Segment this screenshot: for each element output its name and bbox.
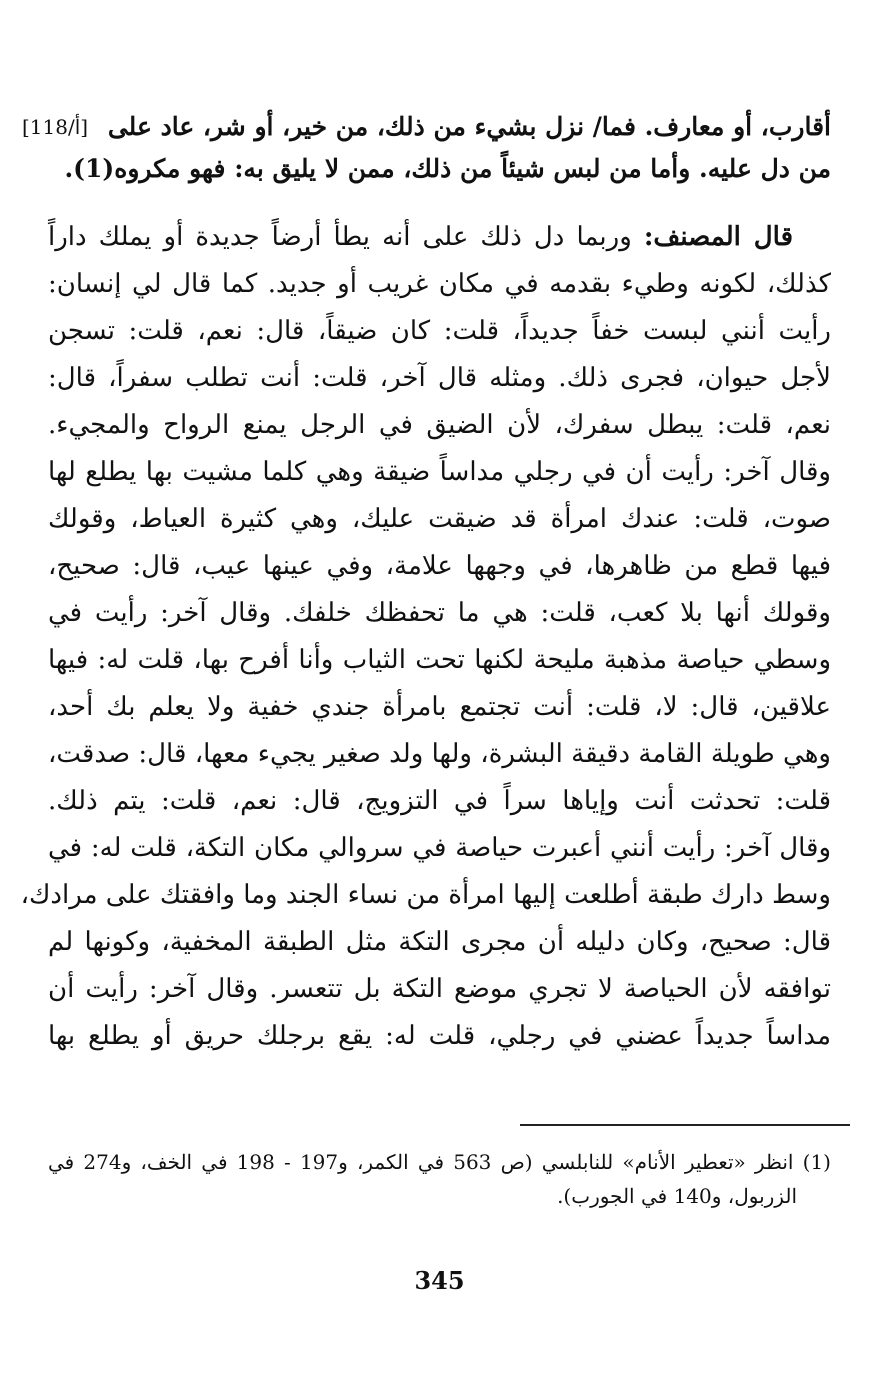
text-line: مداساً جديداً عضني في رجلي، قلت له: يقع برجلك حريق أو يطلع بها	[48, 1021, 831, 1051]
footnote	[48, 1150, 831, 1230]
footnote-line: (1) انظر «تعطير الأنام» للنابلسي (ص 563 في الكمر، و197 - 198 في الخف، و274 في	[48, 1150, 831, 1174]
text-line: وهي طويلة القامة دقيقة البشرة، ولها ولد صغير يجيء معها، قال: صدقت،	[48, 739, 831, 769]
paragraph-2	[20, 222, 831, 1102]
text-line: فيها قطع من ظاهرها، في وجهها علامة، وفي عينها عيب، قال: صحيح،	[48, 551, 831, 581]
text-run: وربما دل ذلك على أنه يطأ أرضاً جديدة أو يملك داراً	[48, 222, 644, 252]
footnote-line: الزربول، و140 في الجورب).	[557, 1184, 797, 1208]
folio-marker: [118/أ]	[22, 115, 89, 139]
text-line: رأيت أنني لبست خفاً جديداً، قلت: كان ضيقاً، قال: نعم، قلت: تسجن	[48, 316, 831, 346]
author-lead: قال المصنف:	[643, 222, 794, 252]
page-number: 345	[414, 1266, 465, 1295]
text-line: أقارب، أو معارف. فما/ نزل بشيء من ذلك، من خير، أو شر، عاد على	[107, 112, 831, 141]
text-line: لأجل حيوان، فجرى ذلك. ومثله قال آخر، قلت: أنت تطلب سفراً، قال:	[48, 363, 831, 393]
text-line: قلت: تحدثت أنت وإياها سراً في التزويج، قال: نعم، قلت: يتم ذلك.	[48, 786, 831, 816]
text-line: وقال آخر: رأيت أنني أعبرت حياصة في سروالي مكان التكة، قلت له: في	[48, 833, 831, 863]
text-line: قال: صحيح، وكان دليله أن مجرى التكة مثل الطبقة المخفية، وكونها لم	[48, 927, 831, 957]
text-line: وقولك أنها بلا كعب، قلت: هي ما تحفظك خلفك. وقال آخر: رأيت في	[48, 598, 831, 628]
text-line: كذلك، لكونه وطيء بقدمه في مكان غريب أو جديد. كما قال لي إنسان:	[48, 269, 831, 299]
text-line: وسطي حياصة مذهبة مليحة لكنها تحت الثياب وأنا أفرح بها، قلت له: فيها	[48, 645, 831, 675]
text-line: علاقين، قال: لا، قلت: أنت تجتمع بامرأة جندي خفية ولا يعلم بك أحد،	[48, 692, 831, 722]
text-line-first	[48, 222, 793, 252]
text-line: وقال آخر: رأيت أن في رجلي مداساً ضيقة وهي كلما مشيت بها يطلع لها	[48, 457, 831, 487]
text-line: صوت، قلت: عندك امرأة قد ضيقت عليك، وهي كثيرة العياط، وقولك	[48, 504, 831, 534]
text-line: توافقه لأن الحياصة لا تجري موضع التكة بل تتعسر. وقال آخر: رأيت أن	[48, 974, 831, 1004]
text-line: وسط دارك طبقة أطلعت إليها امرأة من نساء الجند وما وافقتك على مرادك،	[20, 880, 831, 910]
footnote-separator	[520, 1124, 850, 1126]
paragraph-1	[64, 112, 831, 202]
text-line: من دل عليه. وأما من لبس شيئاً من ذلك، ممن لا يليق به: فهو مكروه(1).	[64, 154, 831, 183]
text-line: نعم، قلت: يبطل سفرك، لأن الضيق في الرجل يمنع الرواح والمجيء.	[48, 410, 831, 440]
